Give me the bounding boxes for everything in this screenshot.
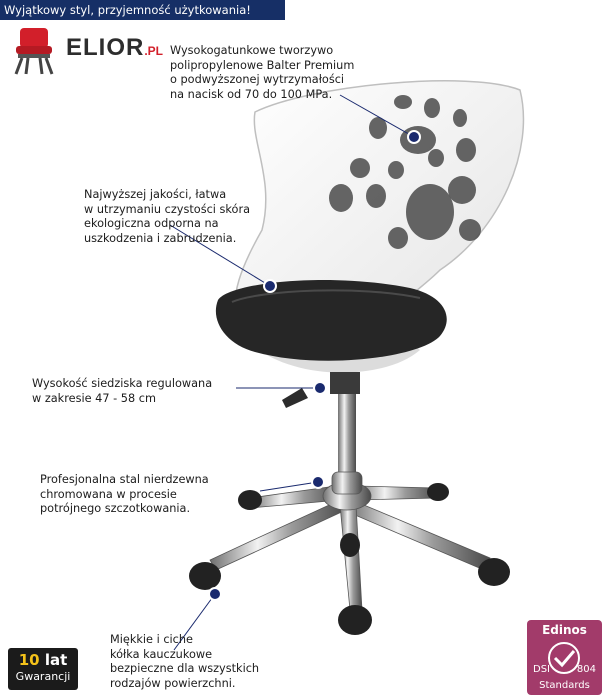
annotation-steel [40, 473, 209, 517]
annotation-line: chromowana w procesie [40, 487, 177, 501]
annotation-line: Wysokość siedziska regulowana [32, 377, 213, 390]
annotation-line: Najwyższej jakości, łatwa [84, 188, 227, 201]
certificate-title: Edinos [542, 623, 587, 637]
brand-name: ELIOR.PL [66, 34, 164, 61]
annotation-line: w utrzymaniu czystości skóra [84, 202, 251, 216]
certificate-number: 804 [576, 664, 596, 675]
annotation-line: potrójnego szczotkowania. [40, 502, 191, 516]
warranty-years: 10 [18, 651, 40, 669]
warranty-badge [8, 648, 78, 690]
tagline-bar: Wyjątkowy styl, przyjemność użytkowania! [0, 0, 285, 20]
annotation-line: Wysokogatunkowe tworzywo [170, 44, 334, 57]
warranty-unit: lat [44, 651, 68, 669]
annotation-line: Profesjonalna stal nierdzewna [40, 473, 209, 486]
annotation-line: Miękkie i ciche [110, 633, 194, 646]
annotation-shell [170, 44, 354, 102]
annotation-height [32, 377, 212, 406]
annotation-line: w zakresie 47 - 58 cm [32, 391, 156, 405]
annotation-line: rodzajów powierzchni. [110, 676, 236, 690]
annotation-line: na nacisk od 70 do 100 MPa. [170, 87, 333, 101]
annotation-line: uszkodzenia i zabrudzenia. [84, 231, 237, 245]
annotation-wheels [110, 633, 259, 691]
edinos-certificate-badge [527, 620, 602, 695]
annotation-line: polipropylenowe Balter Premium [170, 58, 355, 72]
annotation-line: ekologiczna odporna na [84, 217, 219, 231]
annotation-line: bezpieczne dla wszystkich [110, 662, 260, 676]
seat-cushion [216, 280, 447, 361]
brand-suffix: .PL [144, 44, 164, 58]
annotation-line: kółka kauczukowe [110, 647, 213, 661]
certificate-dsi: DSI [533, 664, 550, 675]
annotation-seat [84, 188, 250, 246]
warranty-label: Gwarancji [15, 670, 71, 683]
certificate-standards: Standards [539, 680, 590, 691]
annotation-line: o podwyższonej wytrzymałości [170, 73, 345, 87]
